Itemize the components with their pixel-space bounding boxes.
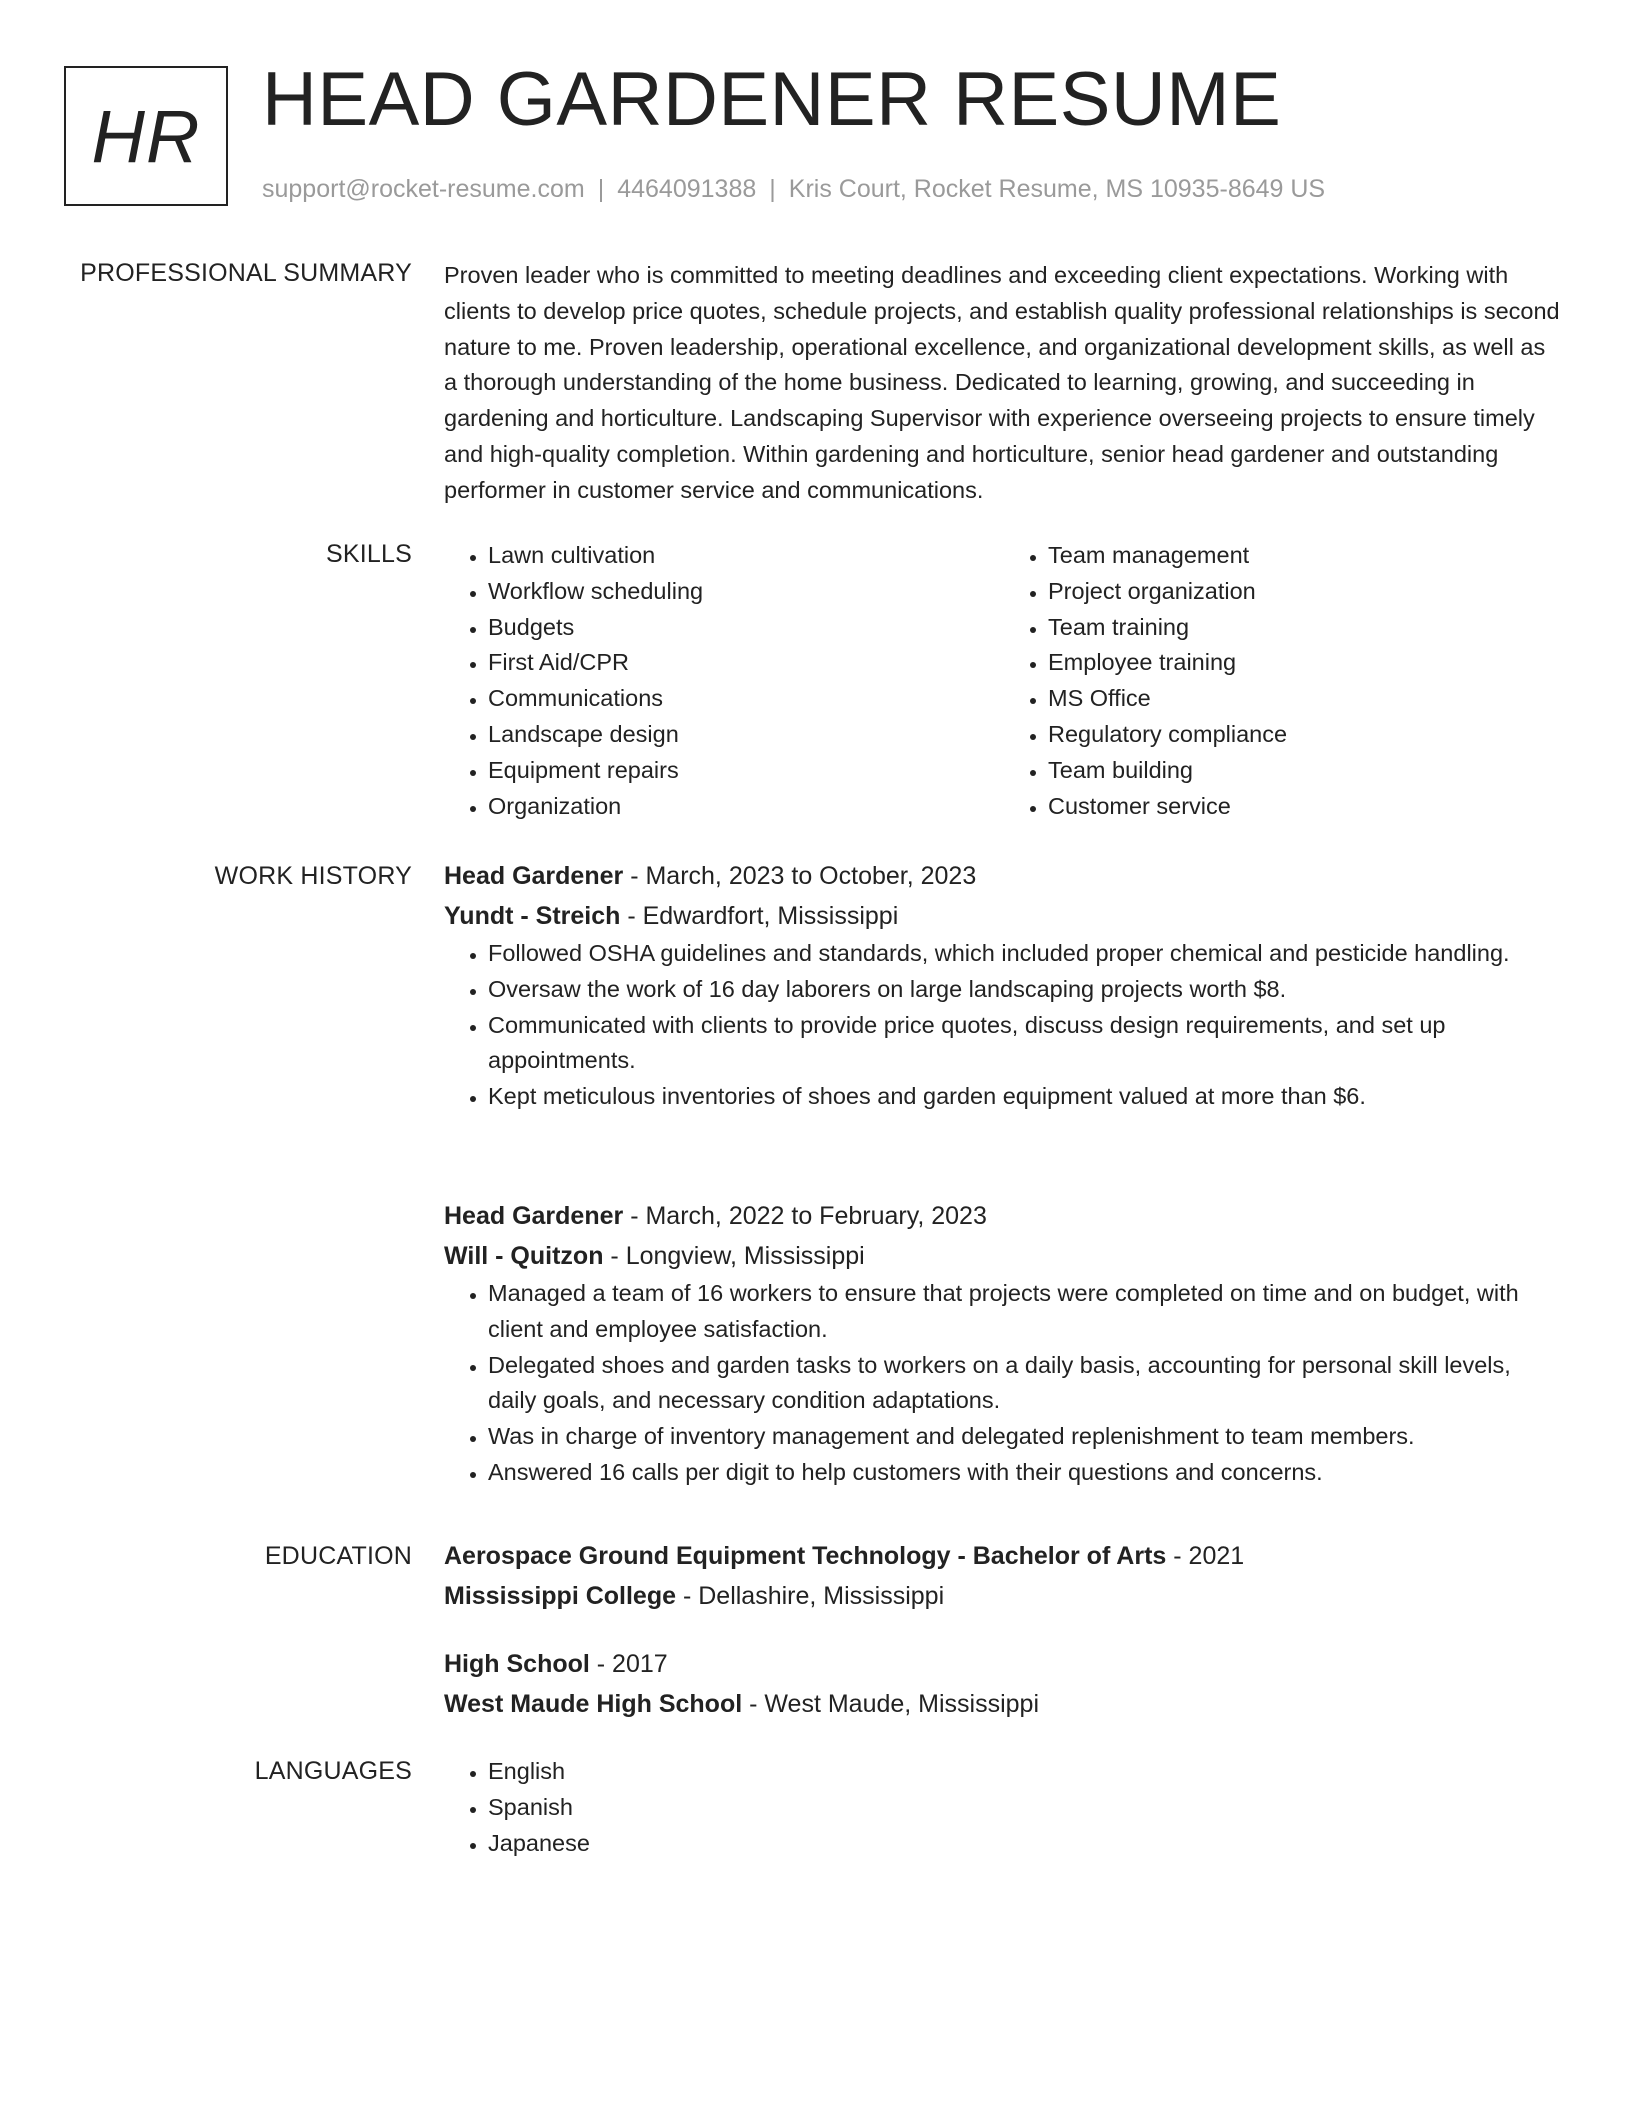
job-title-line (444, 1197, 1564, 1237)
contact-phone[interactable]: 4464091388 (617, 175, 757, 203)
school-name: West Maude High School (444, 1689, 743, 1718)
job-title: Head Gardener (444, 1202, 624, 1230)
contact-address: Kris Court, Rocket Resume, MS 10935-8649 US (788, 175, 1326, 203)
degree-name: Aerospace Ground Equipment Technology - Bachelor of Arts (444, 1542, 1167, 1570)
language-item: • English (488, 1754, 1564, 1790)
skill-item: • Organization (488, 789, 1004, 825)
job-bullet: • Answered 16 calls per digit to help customers with their questions and concerns. (488, 1455, 1564, 1491)
section-label-skills: SKILLS (326, 540, 412, 568)
skill-item: • Team building (1048, 753, 1564, 789)
languages-section (444, 1754, 1564, 1861)
skill-item: • Regulatory compliance (1048, 717, 1564, 753)
job-bullet-list (444, 936, 1564, 1115)
degree-year: - 2021 (1173, 1542, 1245, 1570)
job-location: - Edwardfort, Mississippi (627, 901, 899, 930)
job-company: Will - Quitzon (444, 1241, 604, 1270)
skills-list-left (444, 538, 1004, 824)
skill-item: • Employee training (1048, 645, 1564, 681)
skill-item: • Customer service (1048, 789, 1564, 825)
job-location: - Longview, Mississippi (610, 1241, 865, 1270)
monogram-logo: HR (64, 66, 228, 206)
job-dates: - March, 2023 to October, 2023 (630, 862, 977, 890)
education-entry (444, 1537, 1564, 1616)
degree-name: High School (444, 1650, 590, 1678)
language-item: • Spanish (488, 1790, 1564, 1826)
degree-year: - 2017 (596, 1650, 668, 1678)
job-bullet: • Was in charge of inventory management and delegated replenishment to team members. (488, 1419, 1564, 1455)
skill-item: • Workflow scheduling (488, 574, 1004, 610)
job-title: Head Gardener (444, 862, 624, 890)
degree-line (444, 1537, 1564, 1577)
education-entry (444, 1645, 1564, 1724)
job-title-line (444, 857, 1564, 897)
school-name: Mississippi College (444, 1581, 677, 1610)
skill-item: • Landscape design (488, 717, 1004, 753)
skill-item: • Budgets (488, 610, 1004, 646)
job-entry (444, 857, 1564, 1115)
languages-list (444, 1754, 1564, 1861)
language-item: • Japanese (488, 1826, 1564, 1862)
job-bullet: • Oversaw the work of 16 day laborers on large landscaping projects worth $8. (488, 972, 1564, 1008)
job-bullet: • Delegated shoes and garden tasks to workers on a daily basis, accounting for personal skill levels, daily goals, and necessary condition adaptations. (488, 1348, 1564, 1420)
contact-line (262, 172, 1325, 206)
job-dates: - March, 2022 to February, 2023 (630, 1202, 987, 1230)
job-company-line (444, 1237, 1564, 1277)
page-title: HEAD GARDENER RESUME (262, 57, 1282, 142)
skill-item: • Equipment repairs (488, 753, 1004, 789)
degree-line (444, 1645, 1564, 1685)
job-company-line (444, 897, 1564, 937)
skill-item: • Lawn cultivation (488, 538, 1004, 574)
contact-email[interactable]: support@rocket-resume.com (262, 175, 585, 203)
job-bullet: • Managed a team of 16 workers to ensure that projects were completed on time and on budget, with client and employee satisfaction. (488, 1276, 1564, 1348)
section-label-work-history: WORK HISTORY (214, 862, 412, 890)
job-company: Yundt - Streich (444, 901, 621, 930)
summary-section (444, 258, 1564, 509)
skill-item: • First Aid/CPR (488, 645, 1004, 681)
job-bullet: • Followed OSHA guidelines and standards, which included proper chemical and pesticide handling. (488, 936, 1564, 972)
contact-separator: | (769, 175, 776, 203)
section-label-education: EDUCATION (264, 1542, 412, 1570)
summary-text: Proven leader who is committed to meeting deadlines and exceeding client expectations. Working with clients to develop price quotes, schedule projects, and establish quality professional relationships is second nature to me. Proven leadership, operational excellence, and organizational development skills, as well as a thorough understanding of the home business. Dedicated to learning, growing, and succeeding in gardening and horticulture. Landscaping Supervisor with experience overseeing projects to ensure timely and high-quality completion. Within gardening and horticulture, senior head gardener and outstanding performer in customer service and communications. (444, 262, 1560, 503)
school-location: - West Maude, Mississippi (749, 1689, 1040, 1718)
job-bullet: • Kept meticulous inventories of shoes and garden equipment valued at more than $6. (488, 1079, 1564, 1115)
skill-item: • MS Office (1048, 681, 1564, 717)
section-label-summary: PROFESSIONAL SUMMARY (80, 259, 412, 287)
skill-item: • Team training (1048, 610, 1564, 646)
school-line (444, 1577, 1564, 1617)
job-bullet: • Communicated with clients to provide price quotes, discuss design requirements, and set up appointments. (488, 1008, 1564, 1080)
skill-item: • Project organization (1048, 574, 1564, 610)
job-entry (444, 1197, 1564, 1491)
job-bullet-list (444, 1276, 1564, 1491)
skills-list-right (1004, 538, 1564, 824)
skill-item: • Communications (488, 681, 1004, 717)
contact-separator: | (597, 175, 605, 203)
skills-section (444, 538, 1564, 824)
section-label-languages: LANGUAGES (254, 1757, 412, 1785)
school-line (444, 1685, 1564, 1725)
school-location: - Dellashire, Mississippi (682, 1581, 945, 1610)
skill-item: • Team management (1048, 538, 1564, 574)
